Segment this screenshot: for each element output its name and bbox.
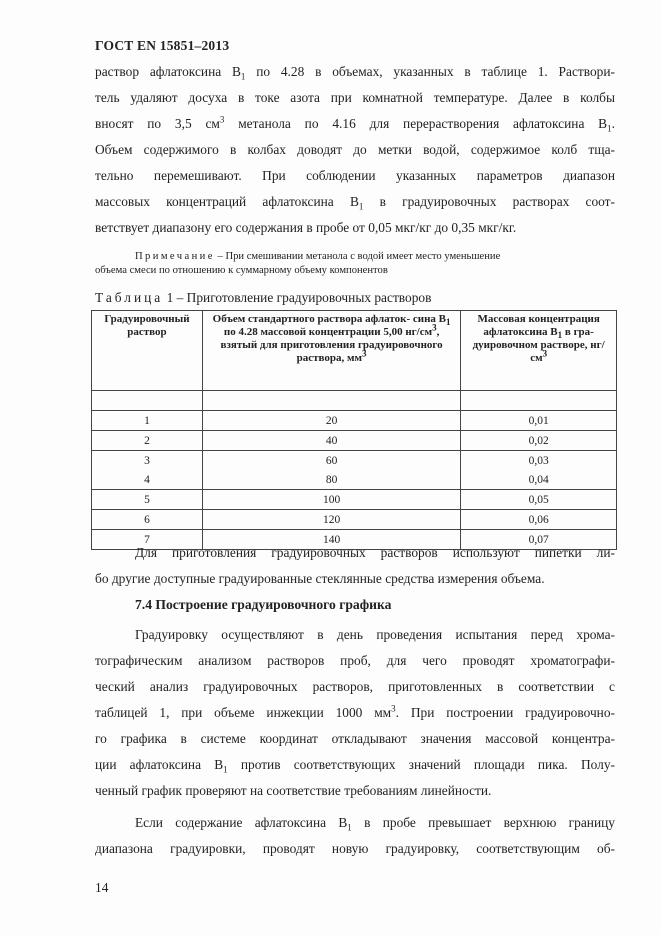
table-row: 3 60 0,03: [92, 451, 617, 471]
text-line: бо другие доступные градуированные стеклянные средства измерения объема.: [95, 571, 545, 586]
table-row: 7 140 0,07: [92, 530, 617, 550]
table-row: 2 40 0,02: [92, 431, 617, 451]
text-line: тель удаляют досуха в токе азота при комнатной температуре. Далее в колбы: [95, 90, 615, 105]
table-row: 4 80 0,04: [92, 470, 617, 490]
paragraph-upper-limit: [95, 810, 615, 862]
table-caption: Таблица 1 – Приготовление градуировочных растворов: [95, 290, 432, 305]
text-line: раствор афлатоксина $В_1$ по 4.28 в объемах, указанных в таблице 1. Раствори-: [95, 64, 615, 82]
note: [95, 250, 615, 278]
table-row: 5 100 0,05: [92, 490, 617, 510]
text-line: тельно перемешивают. При соблюдении указанных параметров диапазон: [95, 168, 615, 183]
text-line: го графика в системе координат откладывают значения массовой концентра-: [95, 731, 615, 746]
text-line: Градуировку осуществляют в день проведения испытания перед хрома-: [135, 627, 615, 642]
text-line: Если содержание афлатоксина $В_1$ в пробе превышает верхнюю границу: [135, 815, 615, 833]
text-line: массовых концентраций афлатоксина $В_1$ в градуировочных растворах соот-: [95, 194, 615, 212]
text-line: тографическим анализом растворов проб, для чего проводят хроматографи-: [95, 653, 615, 668]
table-header-row: [92, 311, 617, 391]
text-line: ческий анализ градуировочных растворов, приготовленных в соответствии с: [95, 679, 615, 694]
text-line: вносят по 3,5 $см^3$ метанола по 4.16 для перерастворения афлатоксина $В_1$.: [95, 114, 615, 134]
column-header: Массовая концентрация афлатоксина $В_1$ в гра- дуировочном растворе, $нг/см^3$: [461, 311, 617, 391]
note-line: Примечание – При смешивании метанола с водой имеет место уменьшение: [135, 251, 501, 262]
column-header: Градуировочный раствор: [92, 311, 203, 391]
calibration-table: [91, 310, 617, 550]
document-header: ГОСТ EN 15851–2013: [95, 38, 230, 53]
paragraph-intro: [95, 59, 615, 241]
page-number: 14: [95, 880, 109, 895]
text-line: диапазона градуировки, проводят новую градуировку, соответствующим об-: [95, 841, 615, 856]
text-line: ветствует диапазону его содержания в пробе от 0,05 мкг/кг до 0,35 мкг/кг.: [95, 220, 517, 235]
column-header: Объем стандартного раствора афлаток- сина $В_1$ по 4.28 массовой концентрации 5,00 $нг/см^3$, взятый для приготовления градуировочного раствора, $мм^3$: [202, 311, 460, 391]
text-line: Объем содержимого в колбах доводят до метки водой, содержимое колб тща-: [95, 142, 615, 157]
text-line: Для приготовления градуировочных растворов используют пипетки ли-: [135, 545, 615, 560]
table-row: 1 20 0,01: [92, 411, 617, 431]
paragraph-pipettes: [95, 540, 615, 592]
note-label: Примечание: [135, 251, 215, 262]
paragraph-calibration: [95, 622, 615, 804]
text-line: ции афлатоксина $В_1$ против соответствующих значений площади пика. Полу-: [95, 757, 615, 775]
section-title: 7.4 Построение градуировочного графика: [135, 597, 392, 612]
text-line: ченный график проверяют на соответствие требованиям линейности.: [95, 783, 492, 798]
table-row: 6 120 0,06: [92, 510, 617, 530]
note-line: объема смеси по отношению к суммарному объему компонентов: [95, 265, 388, 276]
text-line: таблицей 1, при объеме инжекции 1000 $мм^3$. При построении градуировочно-: [95, 703, 616, 720]
